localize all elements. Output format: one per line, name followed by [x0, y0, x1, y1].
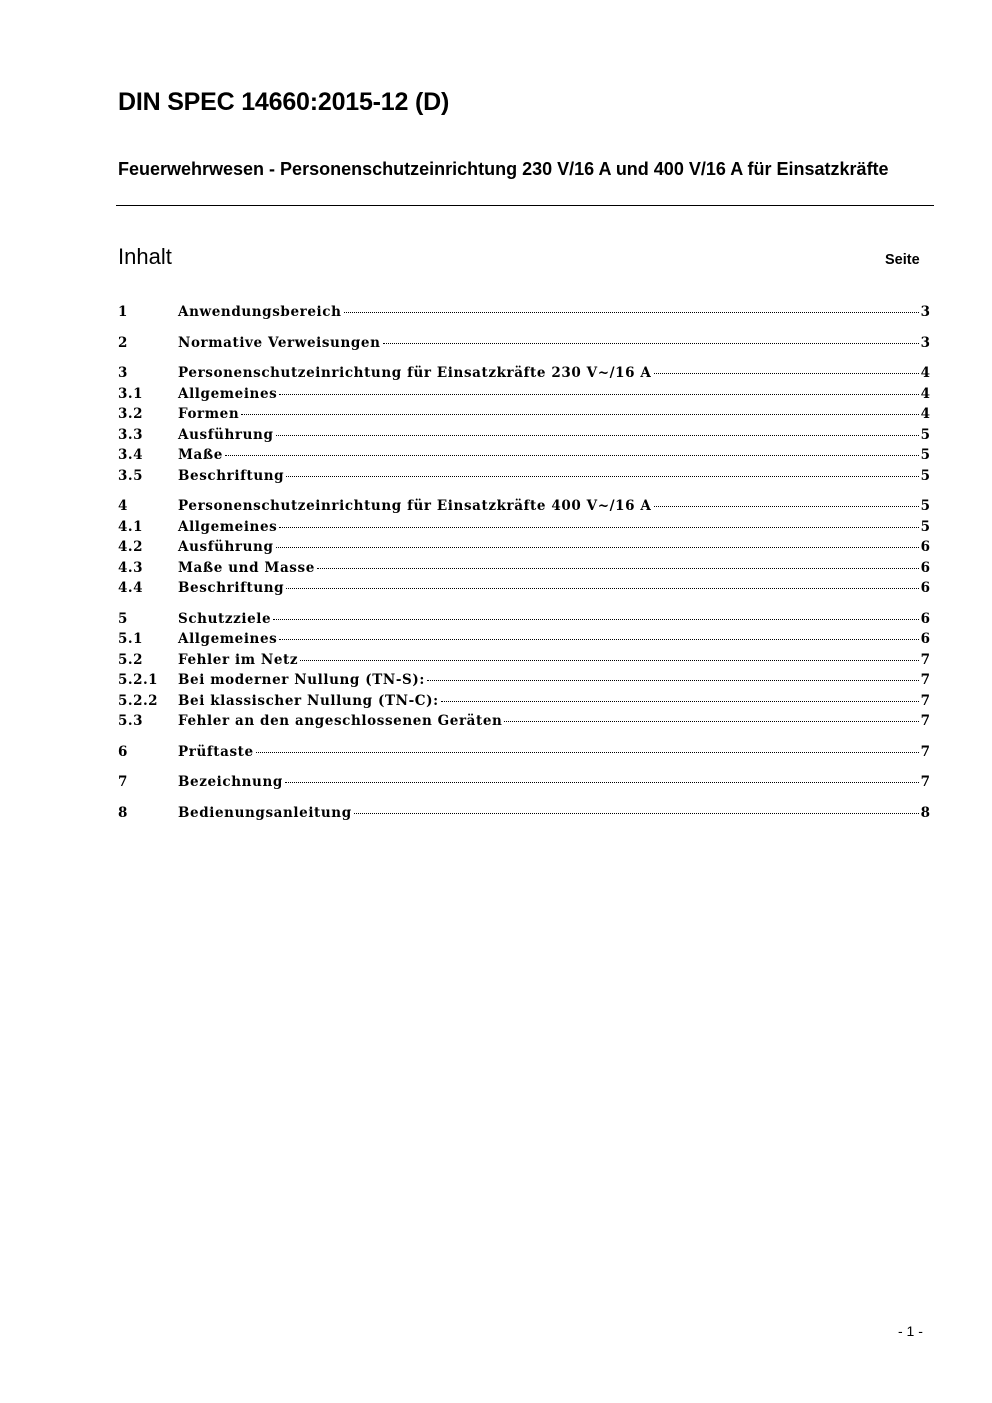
toc-entry-number: 4.4 — [118, 580, 143, 596]
toc-dot-leader — [504, 721, 918, 722]
toc-entry[interactable] — [118, 496, 930, 517]
toc-entry-number: 5.1 — [118, 631, 143, 647]
toc-entry-title: Bedienungsanleitung — [178, 804, 352, 821]
toc-entry[interactable] — [118, 517, 930, 538]
toc-dot-leader — [241, 414, 918, 415]
toc-entry[interactable] — [118, 537, 930, 558]
toc-entry-title: Fehler im Netz — [178, 651, 299, 668]
toc-dot-leader — [654, 506, 919, 507]
toc-entry-page: 5 — [920, 498, 930, 514]
toc-entry-number: 4 — [118, 498, 128, 514]
toc-entry-page: 5 — [920, 447, 930, 463]
toc-entry-page: 6 — [920, 580, 930, 596]
toc-entry-title: Ausführung — [178, 426, 274, 443]
toc-dot-leader — [427, 680, 919, 681]
toc-dot-leader — [344, 312, 919, 313]
toc-entry-page: 6 — [920, 559, 930, 576]
toc-entry-title: Allgemeines — [178, 385, 278, 402]
toc-entry-number: 7 — [118, 774, 128, 790]
table-of-contents — [118, 302, 930, 823]
toc-entry-page: 3 — [920, 334, 930, 351]
toc-entry-page: 7 — [920, 672, 930, 688]
toc-entry-number: 3.1 — [118, 385, 143, 402]
toc-entry-number: 4.1 — [118, 518, 143, 535]
toc-dot-leader — [279, 639, 918, 640]
toc-entry-title: Bezeichnung — [178, 774, 283, 790]
toc-entry-number: 3.2 — [118, 406, 143, 422]
toc-dot-leader — [276, 547, 919, 548]
toc-entry-number: 3.5 — [118, 467, 143, 484]
toc-dot-leader — [225, 455, 919, 456]
title-divider — [116, 205, 934, 206]
toc-entry[interactable] — [118, 558, 930, 579]
toc-dot-leader — [286, 588, 918, 589]
toc-entry[interactable] — [118, 425, 930, 446]
toc-dot-leader — [256, 752, 919, 753]
toc-entry-number: 5.2 — [118, 651, 143, 668]
toc-entry[interactable] — [118, 629, 930, 650]
toc-entry-page: 7 — [920, 774, 930, 790]
toc-dot-leader — [654, 373, 919, 374]
toc-entry-number: 3.4 — [118, 447, 143, 463]
toc-entry-page: 6 — [920, 610, 930, 627]
toc-entry-title: Bei klassischer Nullung (TN-C): — [178, 692, 439, 709]
toc-entry[interactable] — [118, 670, 930, 691]
toc-dot-leader — [285, 782, 919, 783]
toc-entry-title: Bei moderner Nullung (TN-S): — [178, 672, 425, 688]
toc-entry-page: 4 — [920, 365, 930, 381]
toc-dot-leader — [317, 568, 919, 569]
toc-page-column-label: Seite — [885, 252, 920, 268]
toc-entry-title: Allgemeines — [178, 518, 278, 535]
toc-entry-page: 6 — [920, 631, 930, 647]
toc-entry-title: Ausführung — [178, 539, 274, 555]
toc-entry[interactable] — [118, 691, 930, 712]
toc-dot-leader — [354, 813, 919, 814]
toc-entry-number: 2 — [118, 334, 128, 351]
toc-entry[interactable] — [118, 445, 930, 466]
toc-entry[interactable] — [118, 772, 930, 793]
toc-entry-page: 5 — [920, 467, 930, 484]
toc-entry[interactable] — [118, 302, 930, 323]
toc-dot-leader — [286, 476, 918, 477]
toc-entry-title: Personenschutzeinrichtung für Einsatzkräfte 400 V~/16 A — [178, 498, 652, 514]
toc-entry-number: 5.2.1 — [118, 672, 159, 688]
toc-entry-number: 6 — [118, 743, 128, 760]
toc-dot-leader — [279, 527, 918, 528]
toc-entry-title: Beschriftung — [178, 580, 285, 596]
toc-entry-page: 7 — [920, 743, 930, 760]
toc-entry-title: Beschriftung — [178, 467, 285, 484]
toc-entry-page: 3 — [920, 304, 930, 320]
toc-entry[interactable] — [118, 578, 930, 599]
toc-dot-leader — [300, 660, 918, 661]
document-title: DIN SPEC 14660:2015-12 (D) — [118, 88, 450, 116]
toc-entry-number: 3 — [118, 365, 128, 381]
toc-entry[interactable] — [118, 803, 930, 824]
toc-entry-page: 5 — [920, 518, 930, 535]
toc-entry-page: 7 — [920, 651, 930, 668]
toc-entry-number: 1 — [118, 304, 128, 320]
toc-dot-leader — [383, 343, 919, 344]
toc-entry[interactable] — [118, 711, 930, 732]
toc-entry-number: 5.3 — [118, 713, 143, 729]
toc-entry-page: 5 — [920, 426, 930, 443]
toc-entry-title: Personenschutzeinrichtung für Einsatzkräfte 230 V~/16 A — [178, 365, 652, 381]
toc-dot-leader — [273, 619, 918, 620]
toc-dot-leader — [441, 701, 919, 702]
toc-entry-page: 7 — [920, 713, 930, 729]
toc-entry-title: Maße — [178, 447, 223, 463]
toc-entry-title: Allgemeines — [178, 631, 278, 647]
toc-entry-number: 5.2.2 — [118, 692, 159, 709]
toc-entry[interactable] — [118, 466, 930, 487]
toc-heading: Inhalt — [118, 244, 172, 269]
toc-entry[interactable] — [118, 404, 930, 425]
toc-entry-title: Normative Verweisungen — [178, 334, 381, 351]
toc-dot-leader — [276, 435, 919, 436]
toc-entry-page: 6 — [920, 539, 930, 555]
toc-entry-title: Fehler an den angeschlossenen Geräten — [178, 713, 503, 729]
toc-entry-page: 4 — [920, 385, 930, 402]
toc-entry-title: Formen — [178, 406, 240, 422]
toc-entry-page: 4 — [920, 406, 930, 422]
toc-entry[interactable] — [118, 363, 930, 384]
toc-entry-number: 4.3 — [118, 559, 143, 576]
document-subtitle: Feuerwehrwesen - Personenschutzeinrichtung 230 V/16 A und 400 V/16 A für Einsatzkräfte — [118, 159, 889, 179]
toc-entry-number: 4.2 — [118, 539, 143, 555]
toc-entry[interactable] — [118, 742, 930, 763]
toc-entry-number: 3.3 — [118, 426, 143, 443]
toc-entry[interactable] — [118, 384, 930, 405]
toc-entry-title: Maße und Masse — [178, 559, 315, 576]
toc-entry[interactable] — [118, 333, 930, 354]
page-number: - 1 - — [898, 1323, 923, 1339]
toc-entry-title: Prüftaste — [178, 743, 254, 760]
toc-entry[interactable] — [118, 609, 930, 630]
toc-entry-number: 8 — [118, 804, 128, 821]
toc-dot-leader — [279, 394, 918, 395]
toc-entry[interactable] — [118, 650, 930, 671]
toc-entry-page: 7 — [920, 692, 930, 709]
toc-entry-title: Anwendungsbereich — [178, 304, 342, 320]
toc-entry-page: 8 — [920, 804, 930, 821]
toc-entry-number: 5 — [118, 610, 128, 627]
toc-entry-title: Schutzziele — [178, 610, 272, 627]
